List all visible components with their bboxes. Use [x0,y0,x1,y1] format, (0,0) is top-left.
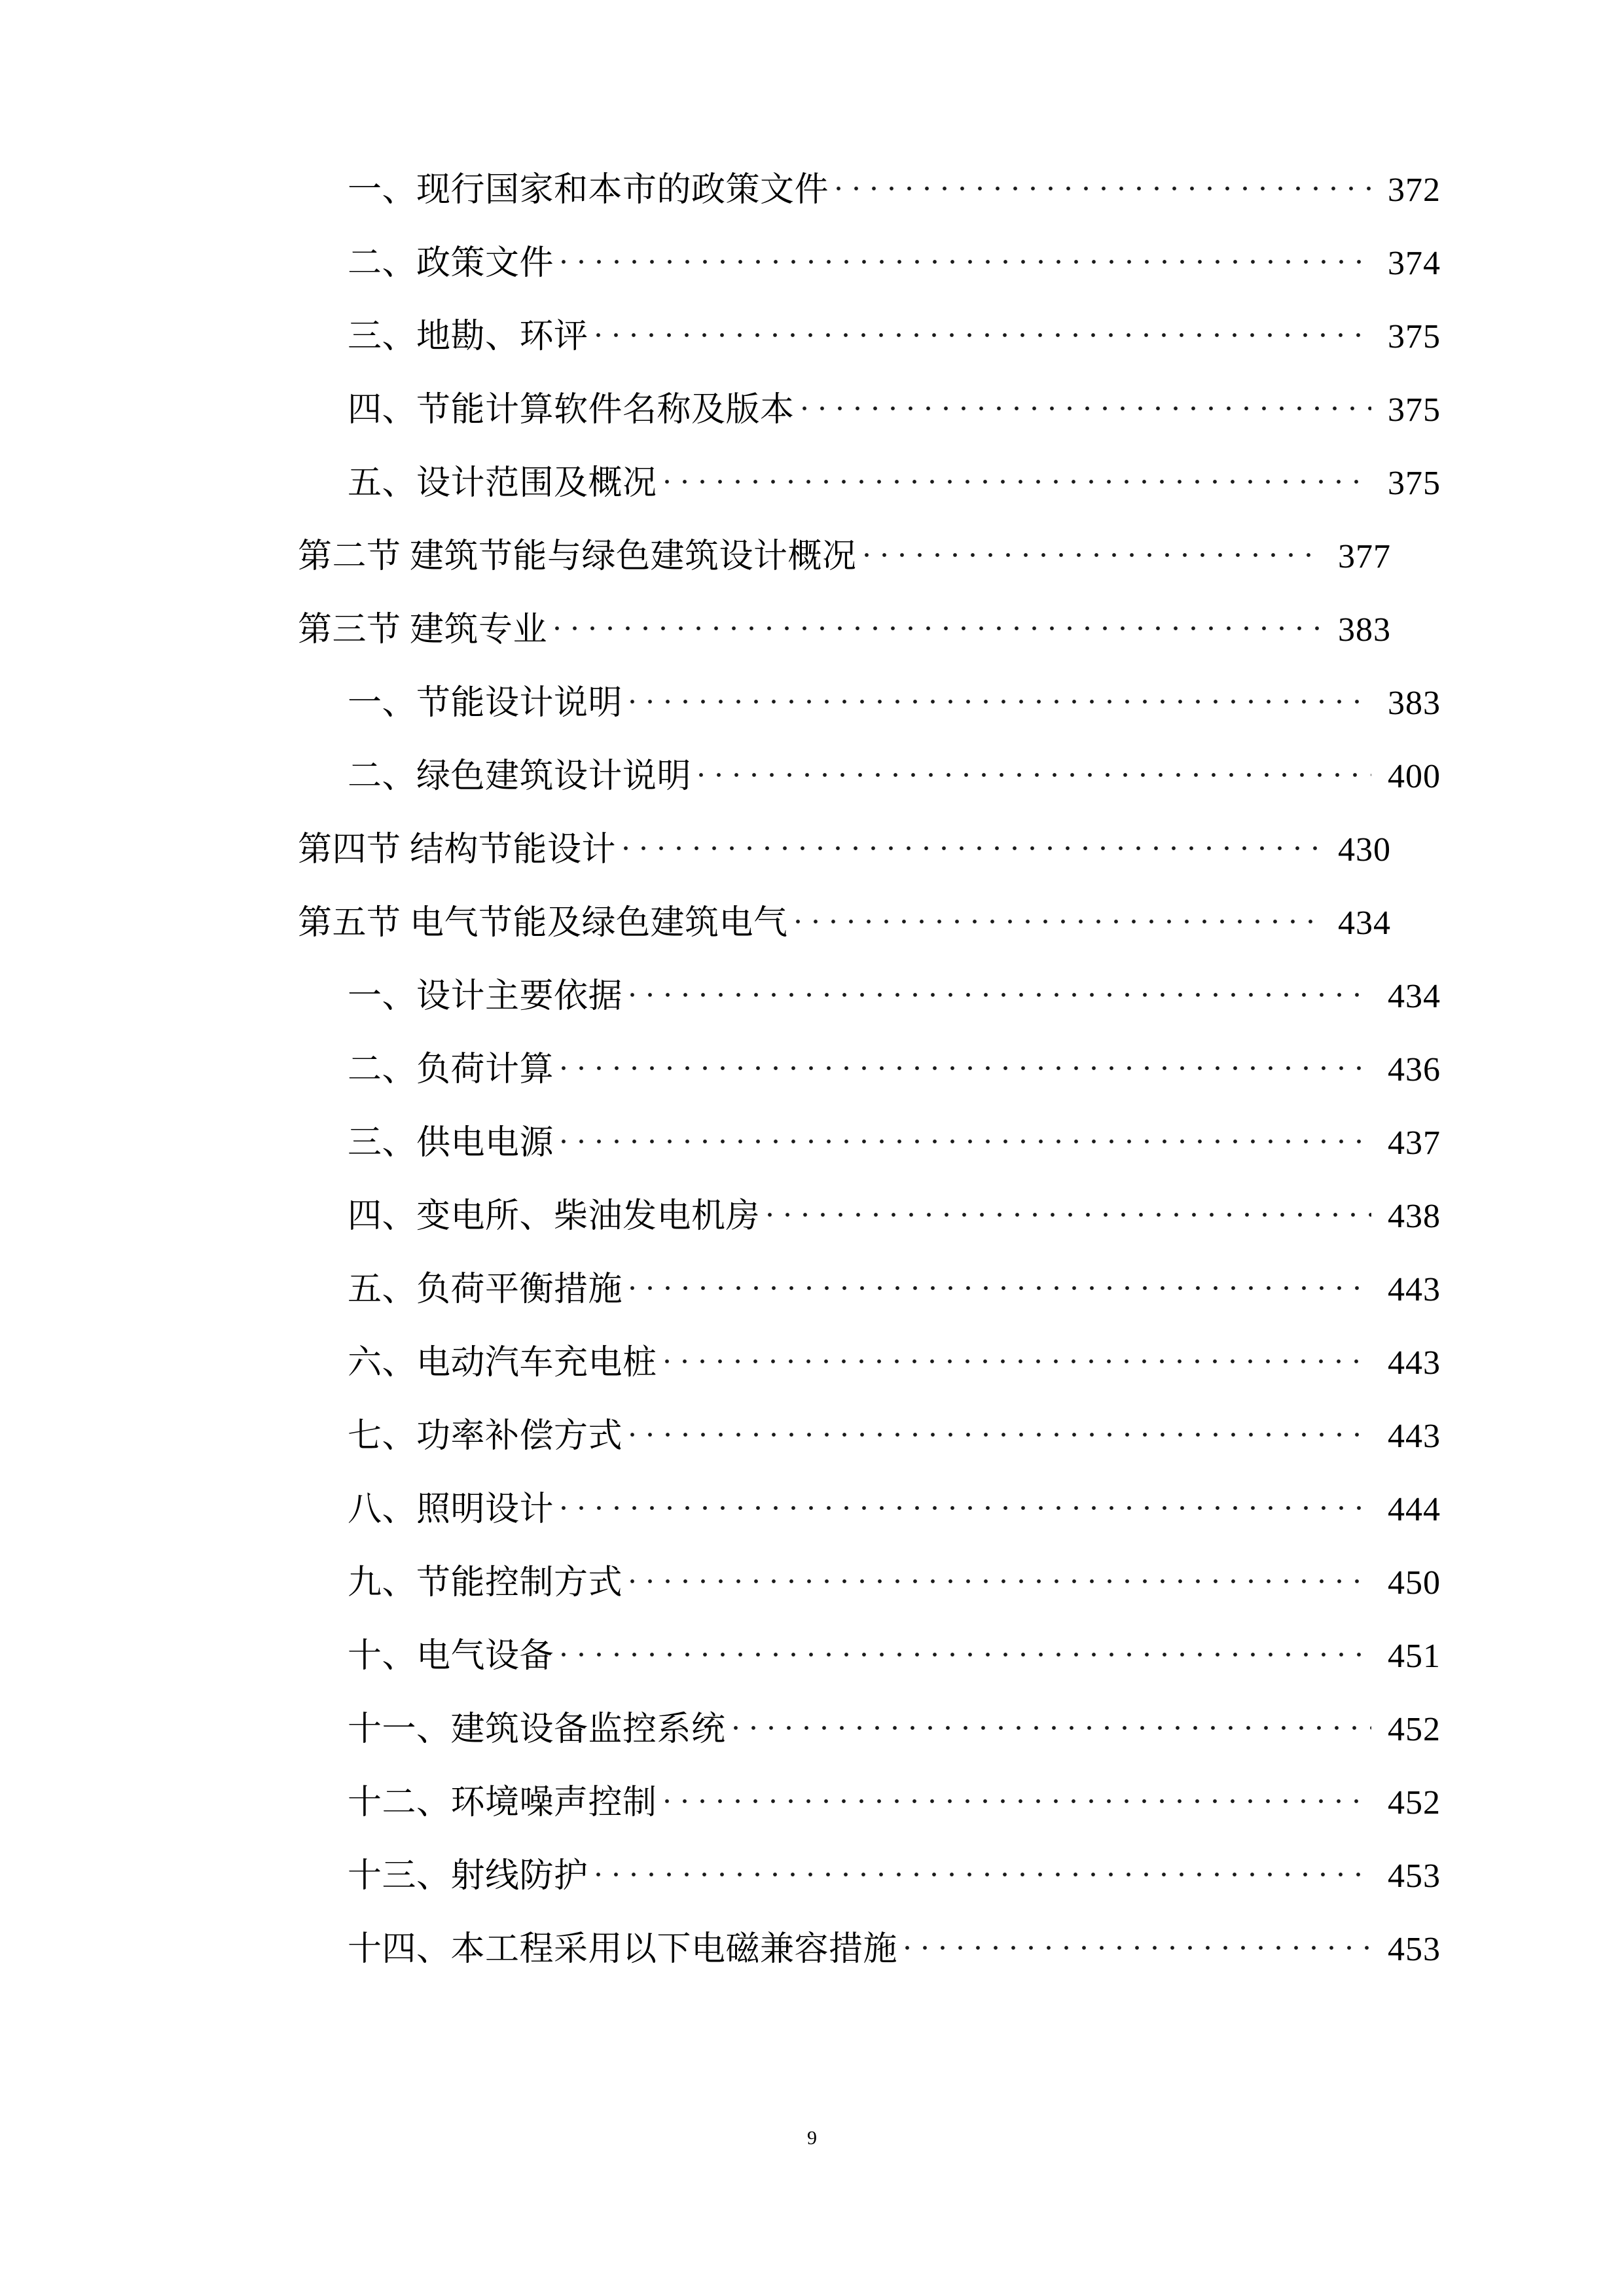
toc-dot-leader [624,827,1322,861]
toc-entry[interactable] [298,460,1441,501]
toc-entry[interactable] [298,1047,1441,1087]
toc-entry[interactable] [298,1560,1441,1600]
toc-entry-label: 六、电动汽车充电桩 [348,1344,657,1382]
toc-entry-label: 九、节能控制方式 [348,1564,623,1602]
toc-entry[interactable] [298,387,1441,427]
toc-entry-page-number: 375 [1388,391,1441,429]
toc-entry-label: 第二节 建筑节能与绿色建筑设计概况 [298,538,857,575]
toc-dot-leader [665,1340,1371,1374]
toc-entry-page-number: 453 [1388,1931,1441,1968]
toc-entry-label: 一、设计主要依据 [348,978,623,1015]
toc-dot-leader [630,1266,1371,1300]
toc-dot-leader [665,1780,1371,1814]
toc-entry-page-number: 374 [1388,245,1441,282]
toc-dot-leader [562,240,1371,274]
toc-dot-leader [596,1853,1371,1887]
toc-entry-page-number: 383 [1338,611,1391,649]
toc-dot-leader [562,1486,1371,1520]
toc-entry-label: 第五节 电气节能及绿色建筑电气 [298,905,788,942]
toc-entry-page-number: 372 [1388,171,1441,209]
toc-entry-label: 五、设计范围及概况 [348,465,657,502]
toc-entry-label: 五、负荷平衡措施 [348,1271,623,1308]
toc-dot-leader [665,460,1371,494]
toc-entry-page-number: 444 [1388,1491,1441,1528]
page-folio: 9 [807,2127,817,2149]
toc-dot-leader [768,1193,1371,1227]
toc-entry[interactable] [298,1266,1441,1307]
toc-entry-page-number: 452 [1388,1784,1441,1821]
toc-entry-label: 十四、本工程采用以下电磁兼容措施 [348,1931,898,1968]
toc-entry[interactable] [298,1926,1441,1967]
toc-entry[interactable] [298,167,1441,207]
toc-entry[interactable] [298,1486,1441,1527]
toc-dot-leader [630,973,1371,1007]
toc-entry-label: 三、地勘、环评 [348,318,588,355]
toc-entry-page-number: 443 [1388,1271,1441,1308]
toc-entry[interactable] [298,240,1441,281]
toc-entry[interactable] [298,827,1391,867]
toc-entry-page-number: 443 [1388,1344,1441,1382]
toc-dot-leader [796,900,1322,934]
toc-entry-page-number: 434 [1388,978,1441,1015]
toc-entry-label: 第四节 结构节能设计 [298,831,617,869]
toc-dot-leader [699,753,1371,787]
toc-entry-page-number: 453 [1388,1857,1441,1895]
toc-entry-label: 十一、建筑设备监控系统 [348,1711,726,1748]
toc-entry[interactable] [298,753,1441,794]
toc-entry-page-number: 436 [1388,1051,1441,1088]
toc-entry-label: 一、节能设计说明 [348,685,623,722]
toc-dot-leader [630,1560,1371,1594]
toc-dot-leader [562,1120,1371,1154]
toc-entry-page-number: 430 [1338,831,1391,869]
toc-entry[interactable] [298,1340,1441,1380]
toc-entry[interactable] [298,1780,1441,1820]
toc-entry-page-number: 451 [1388,1638,1441,1675]
toc-dot-leader [865,533,1322,567]
toc-entry-page-number: 434 [1338,905,1391,942]
toc-entry-label: 十、电气设备 [348,1638,554,1675]
toc-entry-label: 一、现行国家和本市的政策文件 [348,171,829,209]
toc-entry-label: 四、节能计算软件名称及版本 [348,391,795,429]
toc-dot-leader [905,1926,1371,1960]
toc-entry-label: 十三、射线防护 [348,1857,588,1895]
toc-entry[interactable] [298,973,1441,1014]
toc-entry-label: 第三节 建筑专业 [298,611,548,649]
toc-dot-leader [734,1706,1371,1740]
toc-entry-label: 三、供电电源 [348,1124,554,1162]
toc-entry-label: 七、功率补偿方式 [348,1418,623,1455]
toc-entry-label: 十二、环境噪声控制 [348,1784,657,1821]
toc-dot-leader [837,167,1371,201]
toc-entry[interactable] [298,314,1441,354]
toc-entry-page-number: 450 [1388,1564,1441,1602]
toc-entry-label: 二、绿色建筑设计说明 [348,758,692,795]
toc-entry[interactable] [298,533,1391,574]
toc-dot-leader [555,607,1322,641]
toc-entry[interactable] [298,1853,1441,1893]
toc-entry-page-number: 400 [1388,758,1441,795]
toc-entry-label: 八、照明设计 [348,1491,554,1528]
toc-entry-label: 二、负荷计算 [348,1051,554,1088]
toc-entry-page-number: 383 [1388,685,1441,722]
toc-entry-label: 二、政策文件 [348,245,554,282]
toc-entry-page-number: 375 [1388,318,1441,355]
toc-entry[interactable] [298,1706,1441,1747]
toc-entry-page-number: 375 [1388,465,1441,502]
toc-dot-leader [630,1413,1371,1447]
toc-dot-leader [562,1047,1371,1081]
toc-entry[interactable] [298,1633,1441,1674]
toc-dot-leader [803,387,1371,421]
toc-dot-leader [630,680,1371,714]
toc-dot-leader [596,314,1371,348]
toc-entry-page-number: 437 [1388,1124,1441,1162]
toc-entry-page-number: 438 [1388,1198,1441,1235]
toc-entry[interactable] [298,1413,1441,1454]
toc-entry[interactable] [298,607,1391,647]
toc-entry[interactable] [298,1120,1441,1160]
toc-entry-page-number: 377 [1338,538,1391,575]
toc-dot-leader [562,1633,1371,1667]
toc-entry[interactable] [298,1193,1441,1234]
toc-entry-page-number: 452 [1388,1711,1441,1748]
toc-entry[interactable] [298,680,1441,721]
toc-entry[interactable] [298,900,1391,941]
toc-entry-label: 四、变电所、柴油发电机房 [348,1198,761,1235]
table-of-contents [298,167,1441,2000]
toc-entry-page-number: 443 [1388,1418,1441,1455]
